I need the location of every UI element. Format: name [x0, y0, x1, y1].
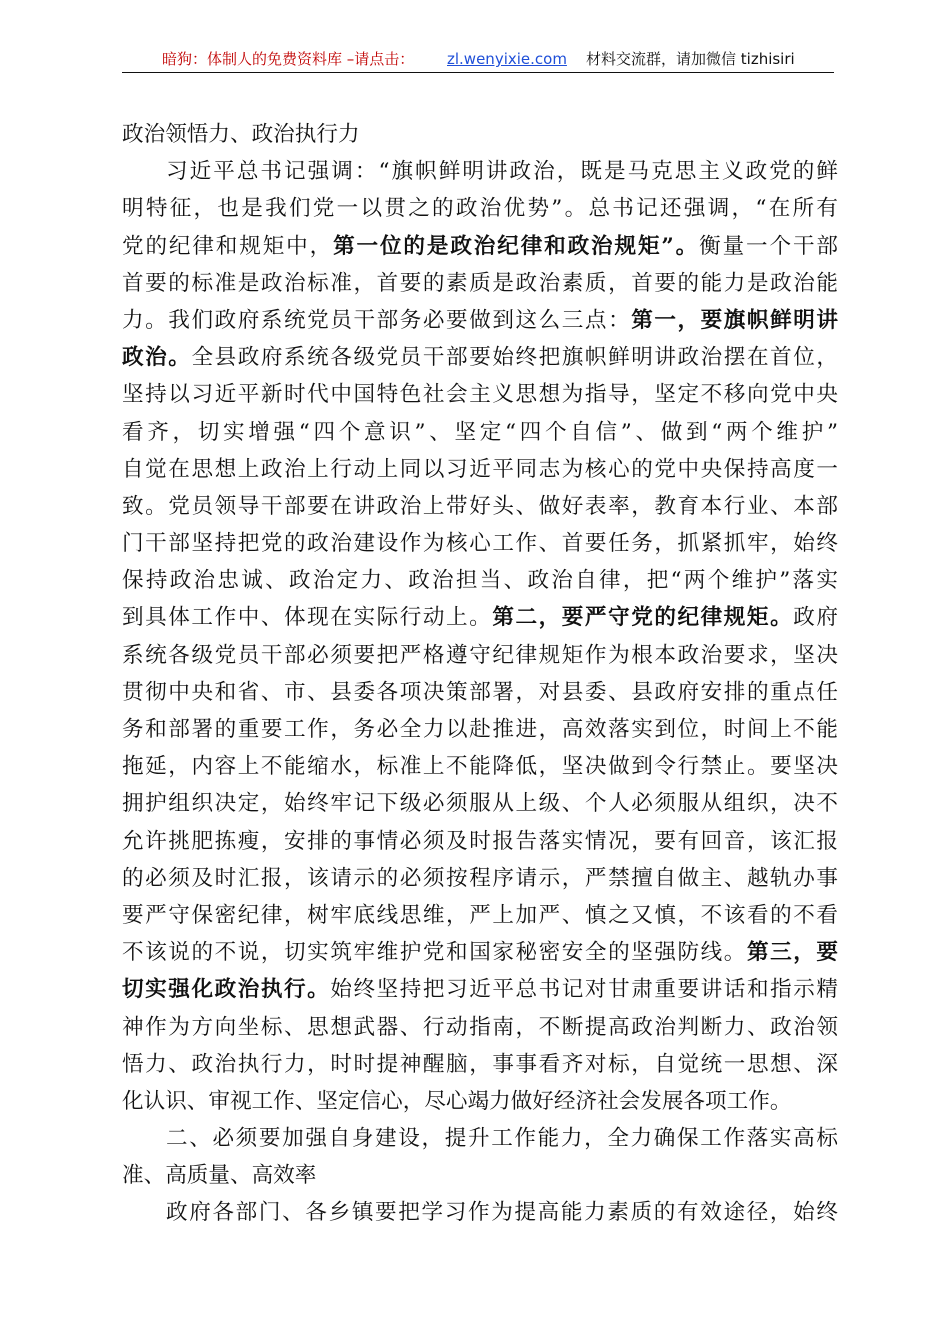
- text-line-10: 自觉在思想上政治上行动上同以习近平同志为核心的党中央保持高度一: [122, 456, 838, 482]
- text-line-16: 贯彻中央和省、市、县委各项决策部署，对县委、县政府安排的重点任: [122, 679, 838, 705]
- text-line-7: 政治。全县政府系统各级党员干部要始终把旗帜鲜明讲政治摆在首位，: [122, 345, 838, 371]
- text-line-25: 神作为方向坐标、思想武器、行动指南，不断提高政治判断力、政治领: [122, 1014, 838, 1040]
- page-header: [0, 46, 950, 72]
- text-line-5: 首要的标准是政治标准，首要的素质是政治素质，首要的能力是政治能: [122, 270, 838, 296]
- document-body: [122, 116, 838, 1232]
- text-line-2: 习近平总书记强调：“旗帜鲜明讲政治，既是马克思主义政党的鲜: [166, 159, 838, 185]
- text-line-8: 坚持以习近平新时代中国特色社会主义思想为指导，坚定不移向党中央: [122, 382, 838, 408]
- text-line-24: 切实强化政治执行。始终坚持把习近平总书记对甘肃重要讲话和指示精: [122, 977, 838, 1003]
- text-line-12: 门干部坚持把党的政治建设作为核心工作、首要任务，抓紧抓牢，始终: [122, 531, 838, 557]
- text-line-18: 拖延，内容上不能缩水，标准上不能降低，坚决做到令行禁止。要坚决: [122, 754, 838, 780]
- text-line-4: 党的纪律和规矩中，第一位的是政治纪律和政治规矩”。衡量一个干部: [122, 233, 838, 259]
- text-line-17: 务和部署的重要工作，务必全力以赴推进，高效落实到位，时间上不能: [122, 717, 838, 742]
- text-line-11: 致。党员领导干部要在讲政治上带好头、做好表率，教育本行业、本部: [122, 493, 838, 519]
- header-wechat-text: 材料交流群，请加微信 tizhisiri: [586, 50, 795, 68]
- text-line-6: 力。我们政府系统党员干部务必要做到这么三点：第一，要旗帜鲜明讲: [122, 307, 838, 333]
- header-divider: [122, 72, 834, 73]
- header-site-link[interactable]: zl.wenyixie.com: [447, 50, 567, 68]
- text-line-20: 允许挑肥拣瘦，安排的事情必须及时报告落实情况，要有回音，该汇报: [122, 828, 838, 854]
- section-heading-2-line-2: 准、高质量、高效率: [122, 1163, 317, 1189]
- text-line-26: 悟力、政治执行力，时时提神醒脑，事事看齐对标，自觉统一思想、深: [122, 1051, 838, 1077]
- text-line-27: 化认识、审视工作、坚定信心，尽心竭力做好经济社会发展各项工作。: [122, 1088, 792, 1114]
- text-line-15: 系统各级党员干部必须要把严格遵守纪律规矩作为根本政治要求，坚决: [122, 642, 838, 668]
- text-line-1: 政治领悟力、政治执行力: [122, 122, 360, 147]
- header-promo-text: 暗狗：体制人的免费资料库 –请点击：: [162, 50, 415, 68]
- text-line-13: 保持政治忠诚、政治定力、政治担当、政治自律，把“两个维护”落实: [122, 568, 838, 594]
- text-line-3: 明特征，也是我们党一以贯之的政治优势”。总书记还强调，“在所有: [122, 196, 838, 222]
- text-line-19: 拥护组织决定，始终牢记下级必须服从上级、个人必须服从组织，决不: [122, 791, 838, 817]
- text-line-30: 政府各部门、各乡镇要把学习作为提高能力素质的有效途径，始终: [166, 1200, 838, 1226]
- section-heading-2-line-1: 二、必须要加强自身建设，提升工作能力，全力确保工作落实高标: [166, 1126, 838, 1152]
- text-line-23: 不该说的不说，切实筑牢维护党和国家秘密安全的坚强防线。第三，要: [122, 940, 838, 966]
- text-line-9: 看齐，切实增强“四个意识”、坚定“四个自信”、做到“两个维护”: [122, 419, 838, 445]
- text-line-21: 的必须及时汇报，该请示的必须按程序请示，严禁擅自做主、越轨办事: [122, 865, 838, 891]
- text-line-22: 要严守保密纪律，树牢底线思维，严上加严、慎之又慎，不该看的不看: [122, 902, 838, 928]
- text-line-14: 到具体工作中、体现在实际行动上。第二，要严守党的纪律规矩。政府: [122, 605, 838, 631]
